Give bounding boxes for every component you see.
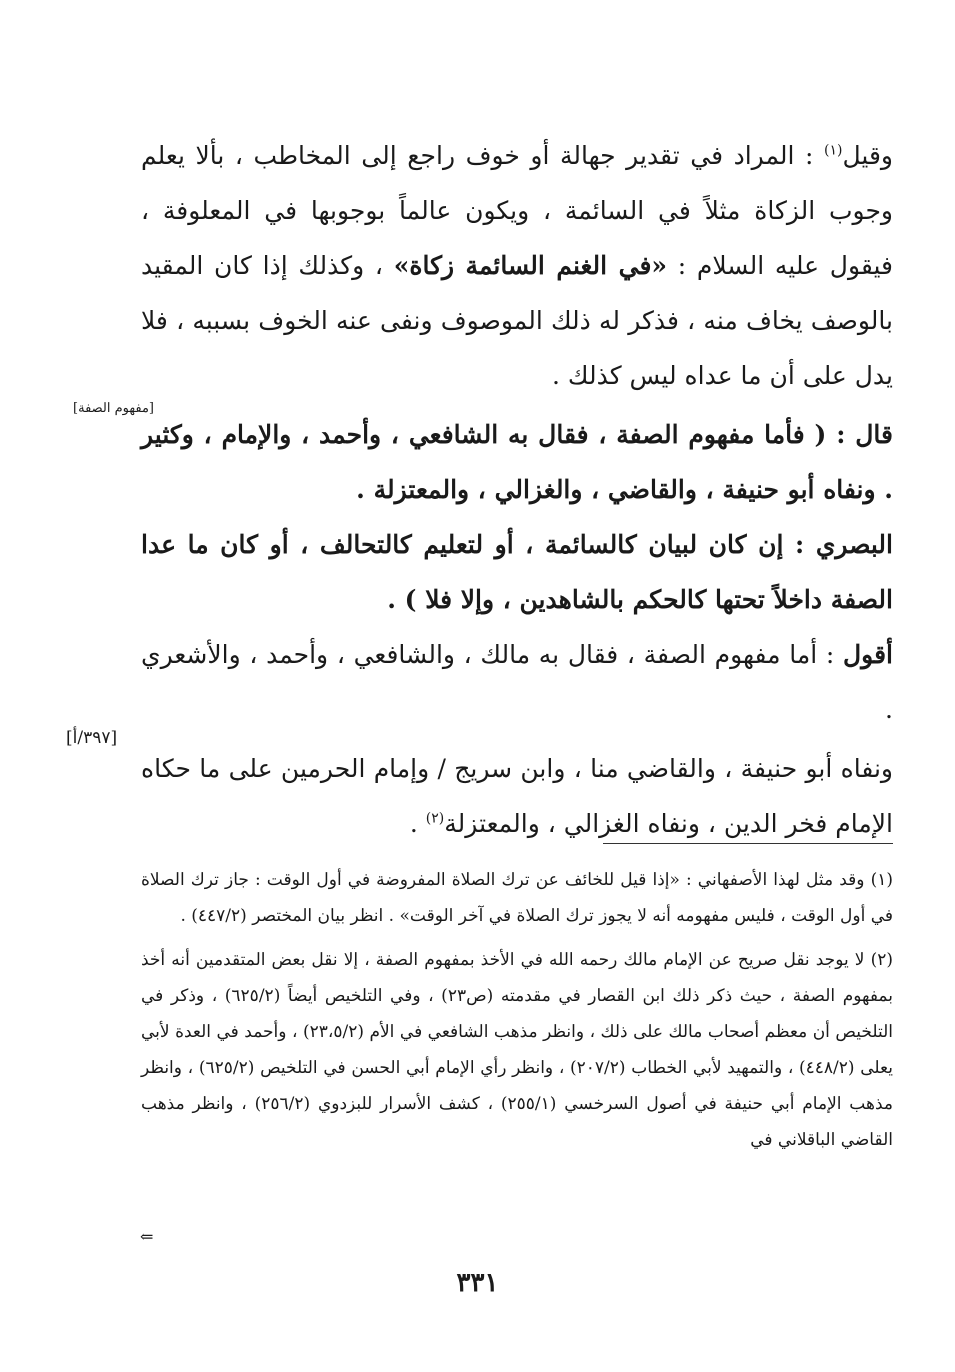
footnote-separator bbox=[603, 843, 893, 844]
paragraph-1-rest: ، وكذلك إذا كان المقيد بالوصف يخاف منه ، فذكر له ذلك الموصوف ونفى عنه الخوف بسببه ، فلا يدل على أن ما عداه ليس كذلك . bbox=[141, 251, 893, 390]
paragraph-4-lead: أقول bbox=[843, 640, 893, 669]
paragraph-3-matn: البصري : إن كان لبيان كالسائمة ، أو لتعليم كالتحالف ، أو كان ما عدا الصفة داخلاً تحتها كالحكم بالشاهدين ، وإلا فلا ) . bbox=[141, 530, 893, 614]
paragraph-4-text: : أما مفهوم الصفة ، فقال به مالك ، والشافعي ، وأحمد ، والأشعري . bbox=[141, 640, 893, 724]
paragraph-4 bbox=[141, 627, 893, 737]
footnote-2: (٢) لا يوجد نقل صريح عن الإمام مالك رحمه الله في الأخذ بمفهوم الصفة ، إلا نقل بعض المتقدمين أنه أخذ بمفهوم الصفة ، حيث ذكر ذلك ابن القصار في مقدمته (ص٢٣) ، وفي التلخيص أيضاً (٦٢٥/٢) ، وذكر في التلخيص أن معظم أصحاب مالك على ذلك ، وانظر مذهب الشافعي في الأم (٢٣،٥/٢) ، وأحمد في العدة لأبي يعلى (٤٤٨/٢) ، والتمهيد لأبي الخطاب (٢٠٧/٢) ، وانظر رأي الإمام أبي الحسن في التلخيص (٦٢٥/٢) ، وانظر مذهب الإمام أبي حنيفة في أصول السرخسي (٢٥٥/١) ، كشف الأسرار للبزدوي (٢٥٦/٢) ، وانظر مذهب القاضي الباقلاني في bbox=[141, 950, 893, 1150]
footnote-ref-2[interactable]: (٢) bbox=[425, 810, 445, 827]
paragraph-1-lead: وقيل bbox=[842, 141, 893, 170]
hadith-quote: «في الغنم السائمة زكاة» bbox=[393, 251, 668, 280]
paragraph-2-matn: قال : ( فأما مفهوم الصفة ، فقال به الشافعي ، وأحمد ، والإمام ، وكثير . ونفاه أبو حنيفة ، والقاضي ، والغزالي ، والمعتزلة . bbox=[141, 420, 893, 504]
page-number: ٣٣١ bbox=[456, 1268, 499, 1298]
folio-reference: [٣٩٧/أ] bbox=[66, 728, 118, 748]
footnote-1: (١) وقد مثل لهذا الأصفهاني : «إذا قيل للخائف عن ترك الصلاة المفروضة في أول الوقت : جاز ترك الصلاة في أول الوقت ، فليس مفهومه أنه لا يجوز ترك الصلاة في آخر الوقت» . انظر بيان المختصر (٤٤٧/٢) . bbox=[141, 870, 893, 926]
footnote-ref-1[interactable]: (١) bbox=[824, 142, 843, 159]
paragraph-1 bbox=[141, 128, 893, 403]
paragraph-5 bbox=[141, 741, 893, 851]
paragraph-5-text: ونفاه أبو حنيفة ، والقاضي منا ، وابن سريج / وإمام الحرمين على ما حكاه الإمام فخر الدين ، ونفاه الغزالي ، والمعتزلة bbox=[141, 754, 893, 838]
main-text bbox=[141, 128, 893, 851]
continuation-arrow-icon: ⇐ bbox=[140, 1227, 154, 1246]
marginal-note: [مفهوم الصفة] bbox=[73, 401, 154, 416]
footnotes bbox=[141, 862, 893, 1166]
paragraph-1-text: : المراد في تقدير جهالة أو خوف راجع إلى المخاطب ، بألا يعلم وجوب الزكاة مثلاً في السائمة ، ويكون عالماً بوجوبها في المعلوفة ، فيقول عليه السلام : bbox=[141, 141, 893, 280]
paragraph-5-end: . bbox=[409, 809, 418, 838]
